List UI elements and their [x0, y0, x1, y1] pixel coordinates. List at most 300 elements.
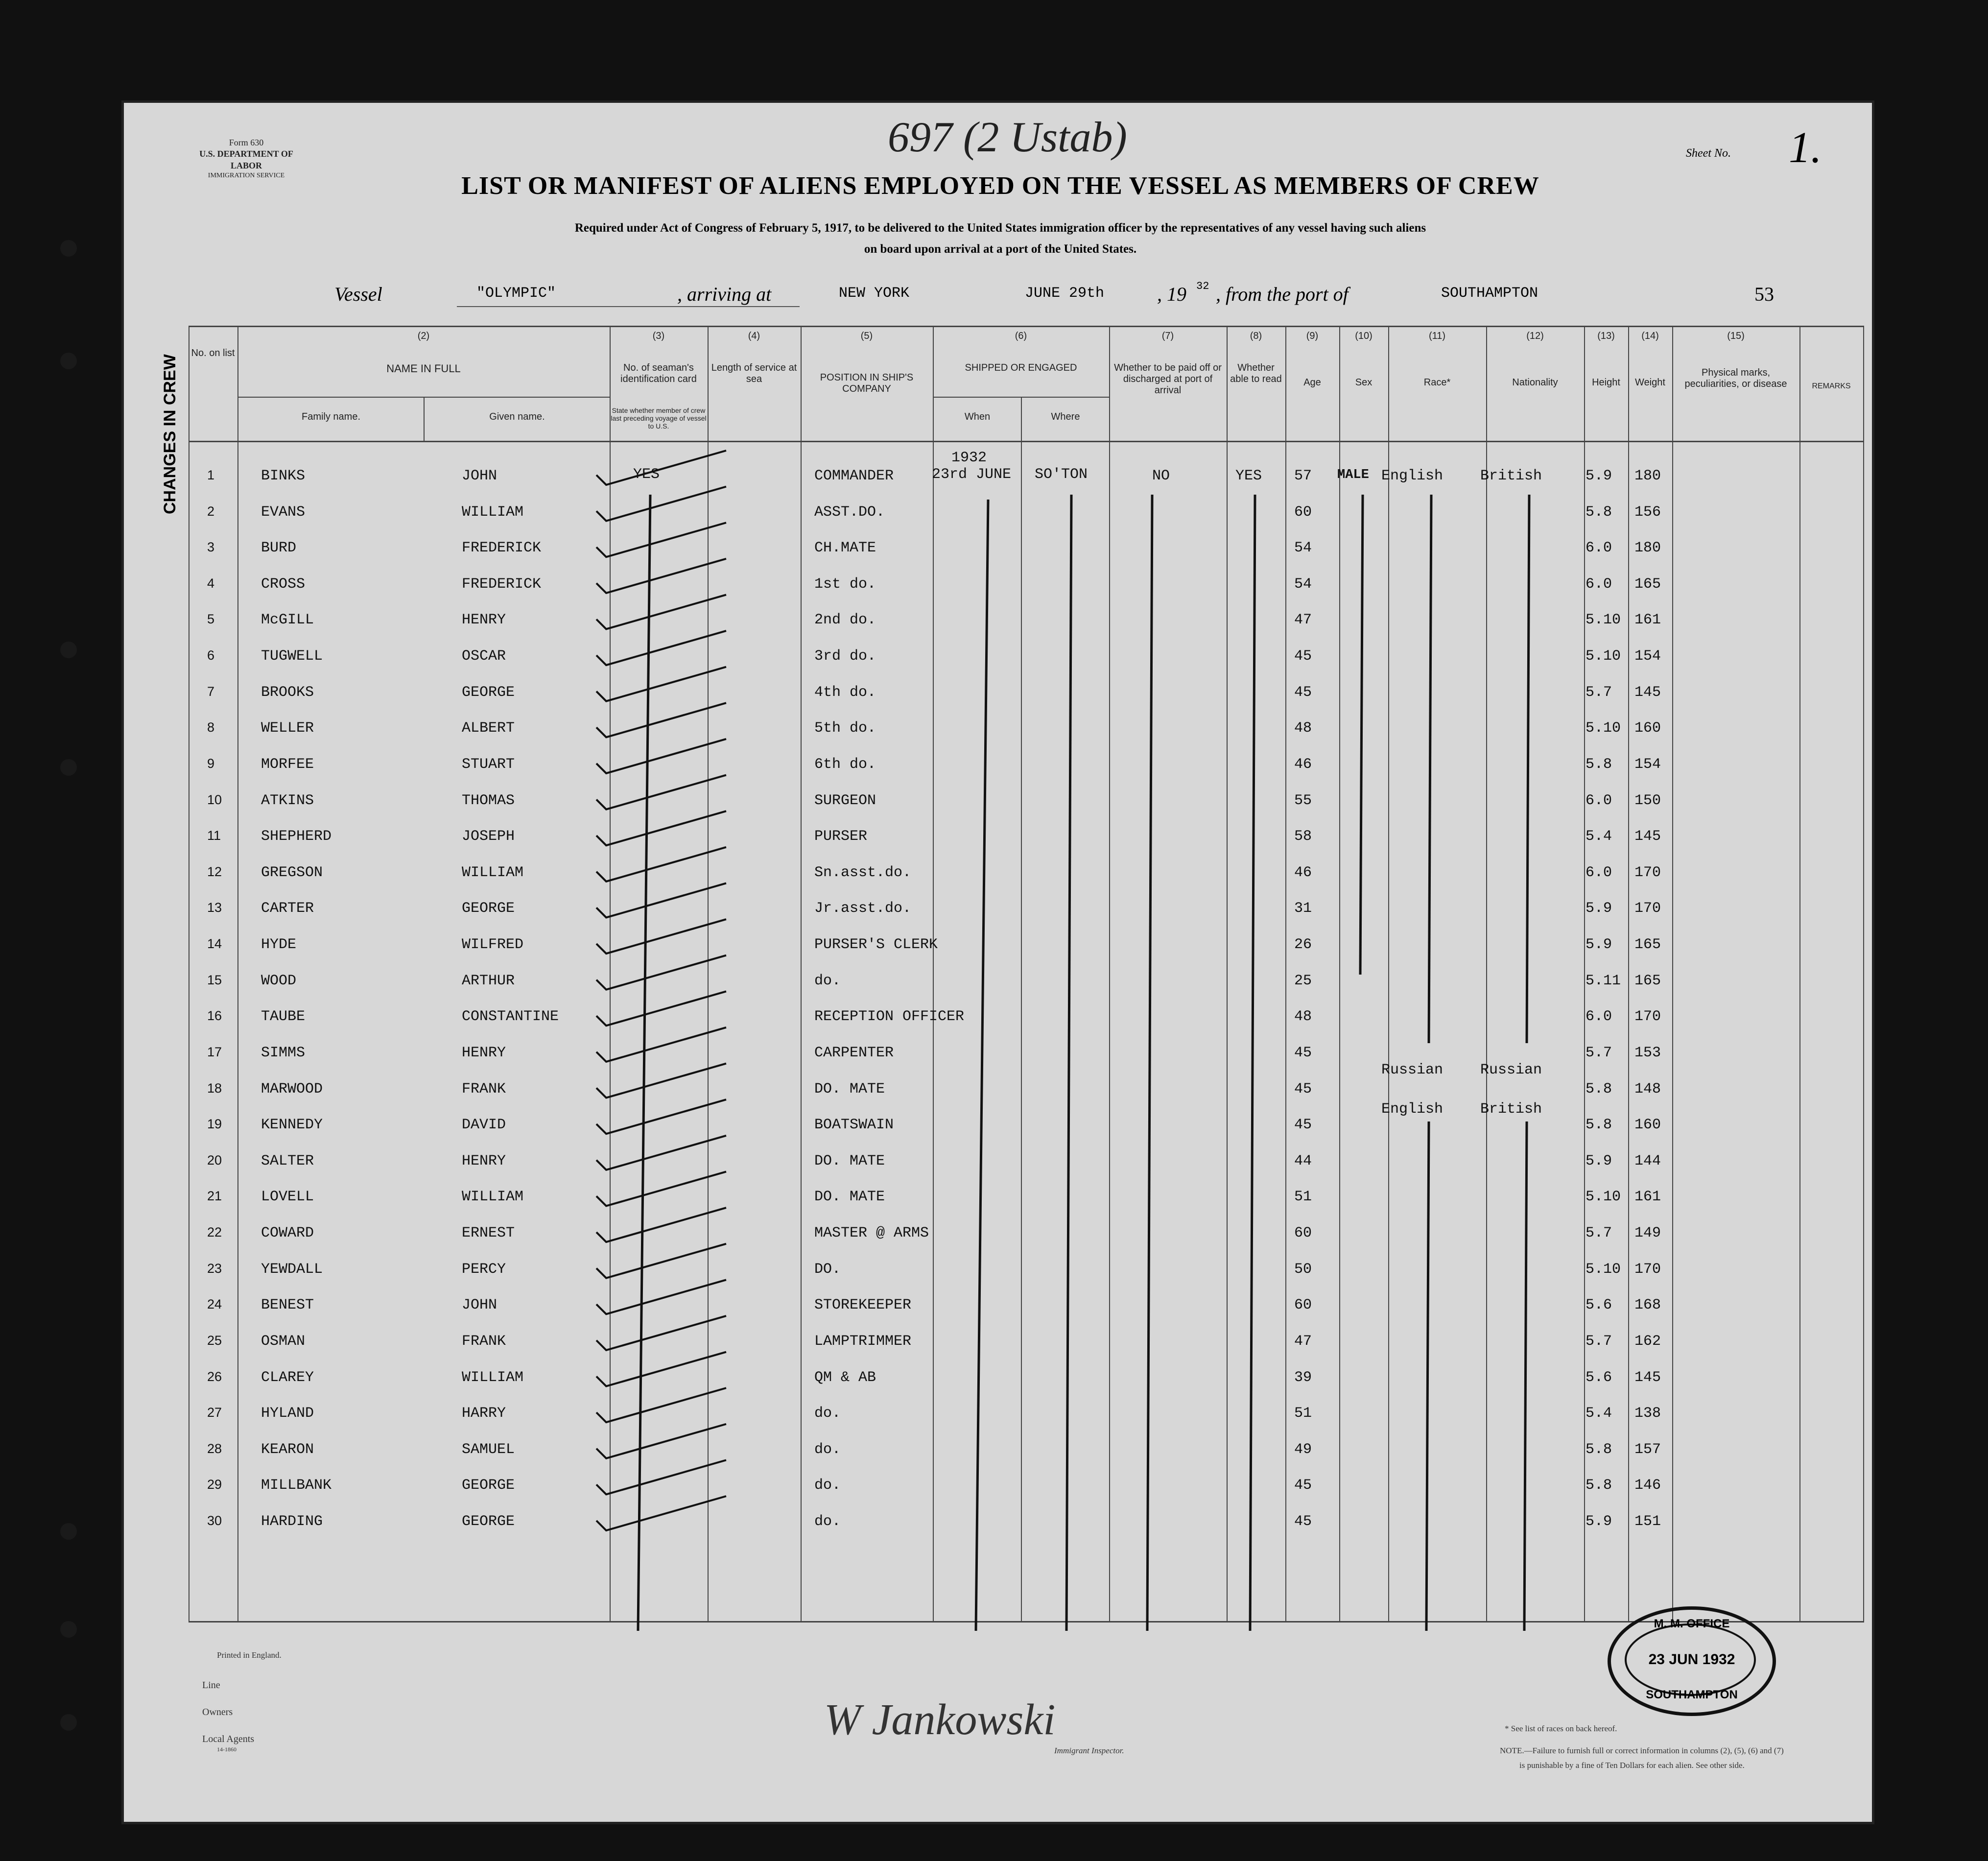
cell-age: 45 [1294, 648, 1312, 665]
cell-weight: 154 [1634, 648, 1661, 665]
cell-height: 5.10 [1586, 720, 1621, 737]
cell-weight: 138 [1634, 1405, 1661, 1422]
cell-no: 28 [207, 1441, 222, 1456]
cell-no: 30 [207, 1513, 222, 1528]
cell-position: Sn.asst.do. [814, 864, 912, 881]
cell-age: 45 [1294, 1080, 1312, 1098]
cell-family: SIMMS [261, 1044, 306, 1061]
cell-age: 45 [1294, 1044, 1312, 1061]
cell-family: ATKINS [261, 792, 314, 809]
cell-height: 5.4 [1586, 1405, 1612, 1422]
col-num-12: (12) [1526, 331, 1544, 341]
cell-family: MORFEE [261, 756, 314, 773]
col-num-11: (11) [1428, 331, 1446, 341]
cell-given: WILLIAM [462, 503, 524, 521]
cell-age: 25 [1294, 972, 1312, 989]
row17-nationality: British [1480, 1101, 1542, 1118]
cell-family: BENEST [261, 1297, 314, 1314]
cell-no: 24 [207, 1297, 222, 1312]
cell-no: 25 [207, 1333, 222, 1348]
cell-height: 5.8 [1586, 503, 1612, 521]
cell-weight: 145 [1634, 828, 1661, 845]
cell-given: WILLIAM [462, 864, 524, 881]
cell-no: 9 [207, 756, 215, 771]
stamp-date: 23 JUN 1932 [1648, 1651, 1735, 1668]
inspector-signature: W Jankowski [824, 1695, 1056, 1744]
cell-height: 5.7 [1586, 1333, 1612, 1350]
col-header-shipped: SHIPPED OR ENGAGED [965, 362, 1077, 373]
cell-weight: 160 [1634, 720, 1661, 737]
check-mark [596, 1136, 726, 1170]
cell-height: 5.6 [1586, 1297, 1612, 1314]
col-num-8: (8) [1250, 331, 1262, 341]
stamp-top: M. M. OFFICE [1654, 1617, 1730, 1630]
cell-family: MILLBANK [261, 1477, 332, 1494]
cell-weight: 145 [1634, 684, 1661, 701]
arriving-port: NEW YORK [839, 285, 910, 302]
cell-position: 1st do. [814, 575, 876, 593]
col-header-paid-off: Whether to be paid off or discharged at port of arrival [1114, 362, 1222, 396]
check-mark [596, 1280, 726, 1314]
cell-given: GEORGE [462, 1513, 515, 1530]
col-note-id-card: State whether member of crew last preceding voyage of vessel to U.S. [611, 406, 707, 430]
cell-weight: 146 [1634, 1477, 1661, 1494]
cell-given: DAVID [462, 1117, 506, 1134]
col-header-id-card: No. of seaman's identification card [620, 362, 697, 384]
cell-height: 5.8 [1586, 1080, 1612, 1098]
cell-no: 26 [207, 1369, 222, 1384]
cell-given: CONSTANTINE [462, 1008, 559, 1026]
cell-age: 57 [1294, 468, 1312, 484]
cell-no: 10 [207, 792, 222, 807]
cell-no: 21 [207, 1189, 222, 1204]
check-mark [596, 1352, 726, 1386]
cell-family: OSMAN [261, 1333, 306, 1350]
cell-age: 31 [1294, 900, 1312, 917]
col-header-height: Height [1592, 377, 1620, 388]
cell-position: LAMPTRIMMER [814, 1333, 912, 1350]
cell-height: 5.6 [1586, 1369, 1612, 1386]
punch-hole [60, 759, 77, 776]
cell-given: ARTHUR [462, 972, 515, 989]
cell-age: 46 [1294, 864, 1312, 881]
cell-family: SALTER [261, 1152, 314, 1169]
cell-height: 5.10 [1586, 648, 1621, 665]
col-num-15: (15) [1727, 331, 1745, 341]
year-prefix: , 19 [1157, 283, 1186, 305]
check-mark [596, 1064, 726, 1098]
cell-height: 5.7 [1586, 1044, 1612, 1061]
cell-height: 5.10 [1586, 612, 1621, 629]
cell-given: FREDERICK [462, 540, 542, 557]
row1-shipped-where: SO'TON [1035, 466, 1088, 483]
cell-position: DO. MATE [814, 1080, 885, 1098]
cell-weight: 161 [1634, 1189, 1661, 1206]
check-mark [596, 1244, 726, 1278]
cell-no: 23 [207, 1261, 222, 1276]
cell-family: SHEPHERD [261, 828, 332, 845]
check-mark [596, 631, 726, 665]
cell-given: FRANK [462, 1333, 506, 1350]
row16-nationality: Russian [1480, 1062, 1542, 1078]
cell-weight: 154 [1634, 756, 1661, 773]
cell-given: SAMUEL [462, 1441, 515, 1458]
stamp-bottom: SOUTHAMPTON [1646, 1688, 1738, 1701]
cell-family: TAUBE [261, 1008, 306, 1026]
cell-position: PURSER'S CLERK [814, 936, 938, 954]
cell-position: 2nd do. [814, 612, 876, 629]
cell-given: JOSEPH [462, 828, 515, 845]
cell-given: THOMAS [462, 792, 515, 809]
check-mark [596, 847, 726, 882]
cell-given: ERNEST [462, 1225, 515, 1242]
cell-given: HENRY [462, 1044, 506, 1061]
check-mark [596, 487, 726, 521]
cell-no: 27 [207, 1405, 222, 1420]
cell-weight: 180 [1634, 468, 1661, 484]
cell-age: 58 [1294, 828, 1312, 845]
col-num-10: (10) [1355, 331, 1373, 341]
punch-hole [60, 1621, 77, 1638]
subtitle-line-2: on board upon arrival at a port of the United States. [864, 242, 1137, 256]
owners-label: Owners [202, 1707, 233, 1718]
row1-yes: YES [633, 466, 660, 483]
check-mark [596, 667, 726, 701]
from-port: SOUTHAMPTON [1441, 285, 1538, 302]
col-header-remarks: REMARKS [1812, 382, 1851, 390]
cell-height: 5.9 [1586, 1152, 1612, 1169]
cell-family: McGILL [261, 612, 314, 629]
cell-weight: 161 [1634, 612, 1661, 629]
cell-height: 5.8 [1586, 756, 1612, 773]
cell-age: 45 [1294, 1513, 1312, 1530]
cell-no: 16 [207, 1008, 222, 1024]
cell-age: 26 [1294, 936, 1312, 954]
department-name: U.S. DEPARTMENT OF LABOR [199, 149, 293, 170]
check-mark [596, 775, 726, 810]
cell-family: COWARD [261, 1225, 314, 1242]
cell-weight: 144 [1634, 1152, 1661, 1169]
cell-height: 6.0 [1586, 1008, 1612, 1026]
col-header-length-service: Length of service at sea [711, 362, 797, 384]
cell-no: 13 [207, 900, 222, 915]
fine-note-1: NOTE.—Failure to furnish full or correct information in columns (2), (5), (6) and (7) [1500, 1746, 1784, 1755]
punch-hole [60, 353, 77, 369]
printed-in-england: Printed in England. [217, 1650, 282, 1660]
cell-family: MARWOOD [261, 1080, 323, 1098]
cell-age: 54 [1294, 575, 1312, 593]
check-mark [596, 955, 726, 990]
cell-position: do. [814, 1477, 841, 1494]
cell-no: 12 [207, 864, 222, 879]
cell-position: CH.MATE [814, 540, 876, 557]
cell-family: HYLAND [261, 1405, 314, 1422]
cell-height: 6.0 [1586, 575, 1612, 593]
vessel-name: "OLYMPIC" [476, 285, 556, 302]
cell-family: KENNEDY [261, 1117, 323, 1134]
check-mark [596, 991, 726, 1026]
cell-position: DO. MATE [814, 1189, 885, 1206]
check-mark [596, 1027, 726, 1062]
cell-height: 5.10 [1586, 1261, 1621, 1278]
col-num-2: (2) [417, 331, 430, 341]
cell-position: COMMANDER [814, 468, 894, 484]
cell-height: 5.9 [1586, 468, 1612, 484]
cell-age: 51 [1294, 1189, 1312, 1206]
cell-given: ALBERT [462, 720, 515, 737]
cell-position: 5th do. [814, 720, 876, 737]
cell-no: 17 [207, 1044, 222, 1059]
col-header-no: No. on list [191, 348, 235, 358]
col-header-nationality: Nationality [1512, 377, 1558, 388]
cell-age: 60 [1294, 503, 1312, 521]
sheet-label: Sheet No. [1686, 147, 1731, 160]
cell-height: 5.9 [1586, 936, 1612, 954]
from-label: , from the port of [1216, 283, 1349, 305]
col-header-given: Given name. [489, 411, 545, 422]
col-header-read: Whether able to read [1230, 362, 1282, 384]
cell-no: 15 [207, 972, 222, 987]
col-header-name: NAME IN FULL [386, 362, 461, 375]
check-mark [596, 1496, 726, 1530]
cell-no: 29 [207, 1477, 222, 1492]
cell-height: 5.8 [1586, 1441, 1612, 1458]
cell-height: 5.10 [1586, 1189, 1621, 1206]
col-header-weight: Weight [1635, 377, 1665, 388]
cell-height: 5.8 [1586, 1117, 1612, 1134]
cell-age: 55 [1294, 792, 1312, 809]
cell-no: 7 [207, 684, 215, 699]
cell-height: 6.0 [1586, 540, 1612, 557]
cell-family: CROSS [261, 575, 306, 593]
cell-family: BROOKS [261, 684, 314, 701]
check-mark [596, 1388, 726, 1422]
arrival-date: JUNE 29th [1025, 285, 1105, 302]
punch-hole [60, 1714, 77, 1731]
cell-no: 3 [207, 540, 215, 555]
cell-given: HARRY [462, 1405, 506, 1422]
cell-family: HYDE [261, 936, 297, 954]
cell-family: LOVELL [261, 1189, 314, 1206]
fine-note-2: is punishable by a fine of Ten Dollars for each alien. See other side. [1519, 1761, 1745, 1770]
col-num-14: (14) [1641, 331, 1659, 341]
cell-position: PURSER [814, 828, 868, 845]
agents-code: 14-1860 [217, 1746, 237, 1753]
cell-no: 18 [207, 1080, 222, 1096]
row1-shipped-when: 23rd JUNE [932, 466, 1012, 483]
cell-age: 54 [1294, 540, 1312, 557]
cell-given: PERCY [462, 1261, 506, 1278]
cell-weight: 180 [1634, 540, 1661, 557]
cell-weight: 151 [1634, 1513, 1661, 1530]
row1-able-read: YES [1235, 468, 1262, 484]
cell-family: CLAREY [261, 1369, 314, 1386]
cell-given: STUART [462, 756, 515, 773]
col-num-4: (4) [748, 331, 760, 341]
cell-position: SURGEON [814, 792, 876, 809]
ditto-marks [124, 103, 1877, 1827]
local-agents-label: Local Agents [202, 1734, 255, 1744]
cell-age: 48 [1294, 1008, 1312, 1026]
cell-position: 4th do. [814, 684, 876, 701]
row1-race: English [1381, 468, 1444, 484]
cell-given: OSCAR [462, 648, 506, 665]
cell-height: 5.11 [1586, 972, 1621, 989]
cell-age: 47 [1294, 612, 1312, 629]
changes-in-crew-label: CHANGES IN CREW [161, 354, 179, 514]
col-num-6: (6) [1015, 331, 1027, 341]
row1-shipped-year: 1932 [951, 450, 987, 466]
cell-no: 11 [207, 828, 221, 843]
cell-family: TUGWELL [261, 648, 323, 665]
cell-weight: 149 [1634, 1225, 1661, 1242]
year-value: 32 [1196, 280, 1209, 292]
row16-race: Russian [1381, 1062, 1444, 1078]
subtitle-line-1: Required under Act of Congress of February 5, 1917, to be delivered to the United States immigration officer by the representatives of any vessel having such aliens [574, 221, 1426, 235]
cell-position: DO. MATE [814, 1152, 885, 1169]
cell-given: WILLIAM [462, 1369, 524, 1386]
cell-no: 4 [207, 575, 215, 591]
cell-no: 1 [207, 468, 215, 482]
check-mark [596, 1208, 726, 1242]
cell-age: 60 [1294, 1297, 1312, 1314]
cell-height: 5.9 [1586, 900, 1612, 917]
cell-family: BURD [261, 540, 297, 557]
cell-family: WELLER [261, 720, 314, 737]
cell-no: 20 [207, 1152, 222, 1168]
check-mark [596, 1460, 726, 1494]
arriving-label: , arriving at [677, 283, 772, 305]
cell-age: 39 [1294, 1369, 1312, 1386]
cell-no: 14 [207, 936, 222, 952]
cell-weight: 156 [1634, 503, 1661, 521]
punch-hole [60, 240, 77, 257]
check-mark [596, 451, 726, 485]
cell-age: 50 [1294, 1261, 1312, 1278]
cell-position: do. [814, 1513, 841, 1530]
cell-position: QM & AB [814, 1369, 876, 1386]
row1-sex: MALE [1337, 468, 1369, 482]
cell-weight: 160 [1634, 1117, 1661, 1134]
check-mark [596, 1099, 726, 1134]
check-mark [596, 811, 726, 845]
manifest-sheet [121, 100, 1874, 1824]
punch-hole [60, 642, 77, 658]
col-num-3: (3) [652, 331, 665, 341]
check-mark [596, 919, 726, 954]
cell-position: ASST.DO. [814, 503, 885, 521]
col-header-position: POSITION IN SHIP'S COMPANY [820, 372, 914, 394]
cell-given: JOHN [462, 468, 497, 484]
cell-no: 22 [207, 1225, 222, 1240]
cell-given: FRANK [462, 1080, 506, 1098]
cell-position: BOATSWAIN [814, 1117, 894, 1134]
col-header-where: Where [1051, 411, 1080, 422]
races-note: * See list of races on back hereof. [1505, 1724, 1617, 1733]
vessel-label: Vessel [334, 283, 382, 305]
cell-weight: 168 [1634, 1297, 1661, 1314]
cell-no: 6 [207, 648, 215, 663]
cell-position: do. [814, 1405, 841, 1422]
cell-weight: 148 [1634, 1080, 1661, 1098]
col-header-age: Age [1303, 377, 1321, 388]
cell-age: 51 [1294, 1405, 1312, 1422]
check-mark [596, 883, 726, 917]
row1-paid-off: NO [1152, 468, 1170, 484]
check-mark [596, 559, 726, 593]
cell-family: GREGSON [261, 864, 323, 881]
form-number: Form 630 [229, 138, 264, 147]
cell-weight: 165 [1634, 936, 1661, 954]
cell-family: WOOD [261, 972, 297, 989]
cell-position: 6th do. [814, 756, 876, 773]
cell-weight: 145 [1634, 1369, 1661, 1386]
check-mark [596, 1316, 726, 1350]
col-header-physical: Physical marks, peculiarities, or disease [1684, 367, 1787, 389]
cell-given: GEORGE [462, 1477, 515, 1494]
line-label: Line [202, 1680, 220, 1691]
col-header-race: Race* [1423, 377, 1451, 388]
cell-age: 48 [1294, 720, 1312, 737]
cell-position: RECEPTION OFFICER [814, 1008, 965, 1026]
cell-height: 5.7 [1586, 684, 1612, 701]
cell-given: HENRY [462, 612, 506, 629]
office-stamp [1608, 1606, 1776, 1716]
cell-weight: 153 [1634, 1044, 1661, 1061]
cell-family: EVANS [261, 503, 306, 521]
cell-given: GEORGE [462, 684, 515, 701]
cell-position: do. [814, 972, 841, 989]
cell-weight: 170 [1634, 864, 1661, 881]
cell-given: WILLIAM [462, 1189, 524, 1206]
cell-weight: 170 [1634, 900, 1661, 917]
cell-family: KEARON [261, 1441, 314, 1458]
cell-age: 44 [1294, 1152, 1312, 1169]
cell-position: DO. [814, 1261, 841, 1278]
cell-position: STOREKEEPER [814, 1297, 912, 1314]
cell-age: 45 [1294, 1477, 1312, 1494]
cell-family: CARTER [261, 900, 314, 917]
cell-weight: 162 [1634, 1333, 1661, 1350]
cell-weight: 165 [1634, 575, 1661, 593]
check-mark [596, 595, 726, 629]
cell-no: 8 [207, 720, 215, 735]
cell-position: 3rd do. [814, 648, 876, 665]
check-mark [596, 1171, 726, 1206]
check-mark [596, 523, 726, 557]
cell-age: 45 [1294, 684, 1312, 701]
cell-given: HENRY [462, 1152, 506, 1169]
check-mark [596, 1424, 726, 1458]
cell-height: 5.9 [1586, 1513, 1612, 1530]
cell-weight: 157 [1634, 1441, 1661, 1458]
cell-height: 6.0 [1586, 864, 1612, 881]
cell-height: 6.0 [1586, 792, 1612, 809]
check-mark [596, 703, 726, 737]
cell-age: 60 [1294, 1225, 1312, 1242]
inspector-label: Immigrant Inspector. [1054, 1746, 1124, 1755]
cell-position: MASTER @ ARMS [814, 1225, 929, 1242]
service-name: IMMIGRATION SERVICE [208, 172, 285, 180]
row17-race: English [1381, 1101, 1444, 1118]
col-header-when: When [964, 411, 991, 422]
cell-weight: 170 [1634, 1261, 1661, 1278]
cell-weight: 170 [1634, 1008, 1661, 1026]
col-num-7: (7) [1161, 331, 1174, 341]
page-number: 53 [1754, 283, 1774, 305]
cell-given: GEORGE [462, 900, 515, 917]
cell-height: 5.4 [1586, 828, 1612, 845]
